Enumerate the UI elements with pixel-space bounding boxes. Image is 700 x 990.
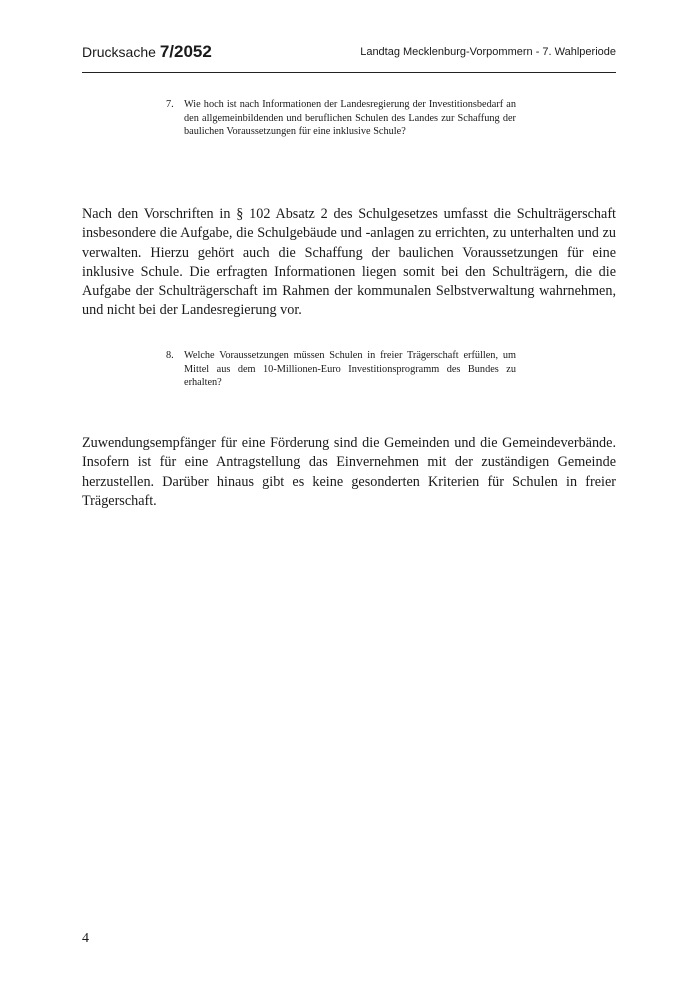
answer-7: Nach den Vorschriften in § 102 Absatz 2 des Schulgesetzes umfasst die Schulträgerschaft insbesondere die Aufgabe, die Schulgebäude und -anlagen zu errichten, zu unterhalten und zu verwalten. Hierzu gehört auch die Schaffung der baulichen Voraussetzungen für eine inklusive Schule. Die erfragten Informationen liegen somit bei den Schulträgern, die die Aufgabe der Schulträgerschaft im Rahmen der kommunalen Selbstverwaltung wahrnehmen, und nicht bei der Landesregierung vor. bbox=[82, 206, 616, 319]
page-number: 4 bbox=[82, 931, 89, 946]
question-number: 8. bbox=[166, 350, 174, 361]
document-label: Drucksache bbox=[82, 44, 156, 60]
question-8 bbox=[166, 349, 516, 390]
parliament-label: Landtag Mecklenburg-Vorpommern - 7. Wahlperiode bbox=[360, 46, 616, 58]
question-number: 7. bbox=[166, 99, 174, 110]
answer-8: Zuwendungsempfänger für eine Förderung sind die Gemeinden und die Gemeindeverbände. Insofern ist für eine Antragstellung das Einvernehmen mit der zuständigen Gemeinde herzustellen. Darüber hinaus gibt es keine gesonderten Kriterien für Schulen in freier Trägerschaft. bbox=[82, 435, 616, 509]
document-reference bbox=[82, 42, 212, 62]
document-number: 7/2052 bbox=[159, 42, 212, 61]
question-text: Welche Voraussetzungen müssen Schulen in freier Trägerschaft erfüllen, um Mittel aus dem 10-Millionen-Euro Investitionsprogramm des Bundes zu erhalten? bbox=[184, 350, 516, 388]
question-7 bbox=[166, 98, 516, 139]
question-text: Wie hoch ist nach Informationen der Landesregierung der Investitionsbedarf an den allgemeinbildenden und beruflichen Schulen des Landes zur Schaffung der baulichen Voraussetzungen für eine inklusive Schule? bbox=[184, 99, 516, 137]
page-header bbox=[82, 38, 616, 73]
